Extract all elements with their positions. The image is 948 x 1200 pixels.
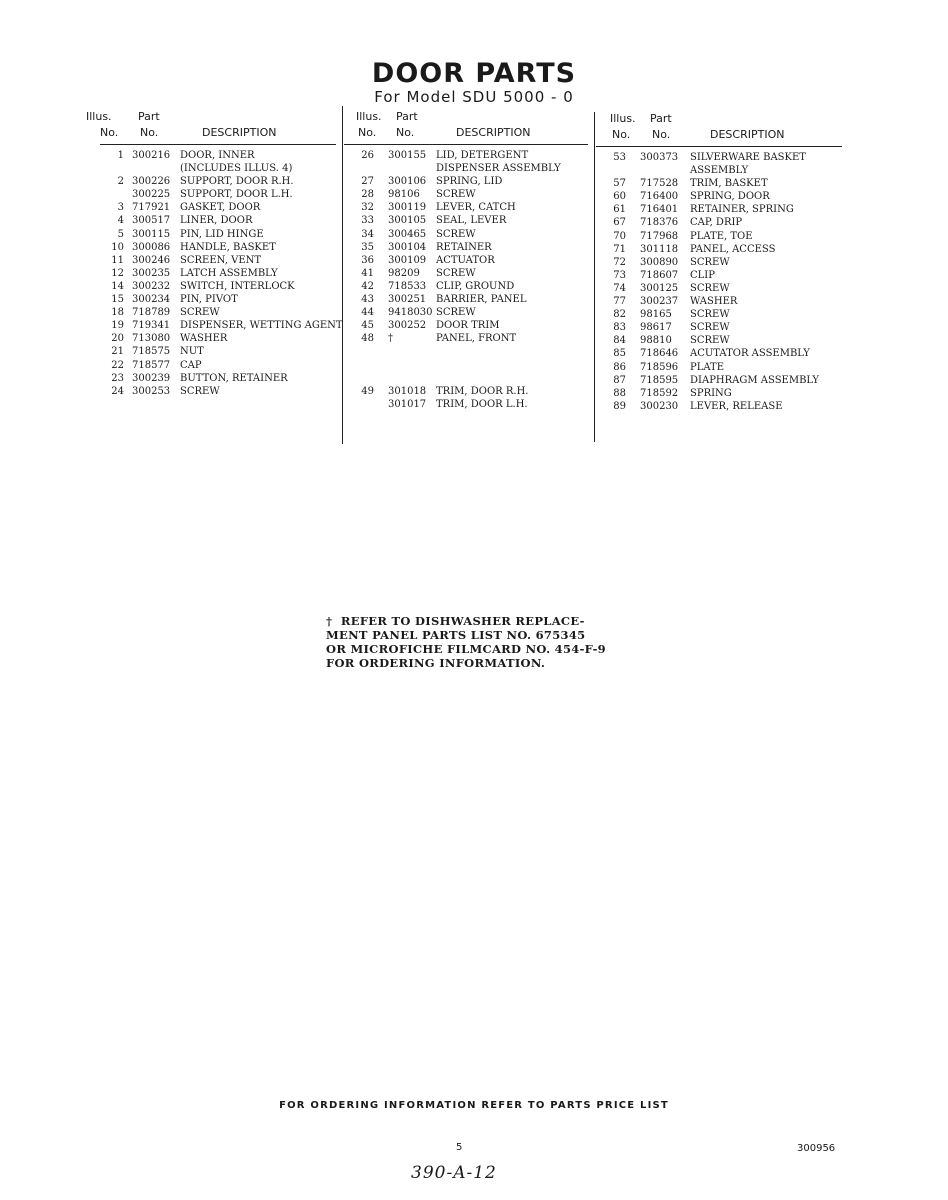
parts-row: [100, 319, 343, 332]
parts-rows: [596, 151, 842, 413]
header-rule: [344, 144, 588, 145]
part-number: 300235: [132, 267, 171, 279]
part-number: 98106: [388, 189, 420, 201]
part-description: LEVER, CATCH: [436, 202, 516, 214]
part-number: 300106: [388, 176, 427, 188]
illus-number: 48: [361, 333, 374, 345]
part-description: DISPENSER, WETTING AGENT: [180, 320, 343, 332]
header-illus: Illus.: [86, 110, 112, 123]
part-number: 718646: [640, 348, 679, 360]
part-description: TRIM, DOOR R.H.: [436, 385, 529, 397]
illus-number: 21: [111, 346, 124, 358]
part-description: (INCLUDES ILLUS. 4): [180, 163, 293, 175]
illus-number: 44: [361, 307, 374, 319]
part-description: SEAL, LEVER: [436, 215, 507, 227]
parts-row: [596, 347, 842, 360]
illus-number: 88: [613, 387, 626, 399]
part-description: BARRIER, PANEL: [436, 294, 527, 306]
illus-number: 41: [361, 267, 374, 279]
parts-row: [100, 188, 336, 201]
part-description: SCREW: [690, 256, 730, 268]
part-description: PLATE: [690, 361, 725, 373]
part-description: DISPENSER ASSEMBLY: [436, 163, 561, 175]
parts-row: [100, 385, 336, 398]
part-number: 98617: [640, 322, 672, 334]
part-description: HANDLE, BASKET: [180, 241, 276, 253]
illus-number: 26: [361, 150, 374, 161]
parts-row: [100, 149, 336, 162]
part-number: 300232: [132, 280, 171, 292]
illus-number: 61: [613, 204, 626, 216]
parts-row: [344, 201, 588, 214]
part-description: GASKET, DOOR: [180, 202, 261, 214]
parts-row: [100, 345, 336, 358]
part-number: 717968: [640, 230, 679, 242]
part-description: SCREW: [690, 335, 730, 347]
part-description: DOOR, INNER: [180, 150, 255, 161]
parts-row: [100, 254, 336, 267]
parts-row: [344, 149, 588, 162]
part-description: PIN, LID HINGE: [180, 228, 264, 240]
illus-number: 12: [111, 267, 124, 279]
parts-row: [596, 230, 842, 243]
part-number: 300125: [640, 282, 679, 294]
part-number: 300251: [388, 294, 427, 306]
document-number: 300956: [797, 1143, 836, 1154]
parts-row: [344, 319, 588, 332]
part-number: 300225: [132, 189, 171, 201]
part-description: LEVER, RELEASE: [690, 400, 783, 412]
part-description: SPRING, DOOR: [690, 191, 770, 203]
part-description: LID, DETERGENT: [436, 150, 529, 161]
parts-row: [100, 175, 336, 188]
parts-row: [596, 269, 842, 282]
parts-row: [596, 190, 842, 203]
header-description: DESCRIPTION: [710, 128, 785, 141]
part-description: SPRING: [690, 387, 732, 399]
illus-number: 43: [361, 294, 374, 306]
part-number: 718575: [132, 346, 171, 358]
part-description: CLIP: [690, 269, 715, 281]
part-description: SCREW: [436, 189, 476, 201]
illus-number: 28: [361, 189, 374, 201]
part-number: 718533: [388, 280, 427, 292]
parts-row: [596, 256, 842, 269]
illus-number: 4: [117, 215, 124, 227]
parts-rows: [344, 149, 588, 411]
part-number: 300109: [388, 254, 427, 266]
part-description: SCREW: [690, 322, 730, 334]
parts-row: [596, 164, 842, 177]
illus-number: 53: [613, 152, 626, 163]
illus-number: 1: [117, 150, 124, 161]
illus-number: 67: [613, 217, 626, 229]
part-number: 98810: [640, 335, 672, 347]
parts-row: [596, 282, 842, 295]
part-description: SUPPORT, DOOR R.H.: [180, 176, 294, 188]
part-description: SWITCH, INTERLOCK: [180, 280, 295, 292]
parts-row: [344, 241, 588, 254]
illus-number: 85: [613, 348, 626, 360]
page-subtitle: For Model SDU 5000 - 0: [374, 88, 574, 106]
part-number: 300230: [640, 400, 679, 412]
illus-number: 22: [111, 359, 124, 371]
illus-number: 27: [361, 176, 374, 188]
illus-number: 77: [613, 296, 626, 308]
parts-column-3: [596, 112, 842, 413]
part-description: RETAINER, SPRING: [690, 204, 794, 216]
column-divider: [594, 112, 595, 442]
part-number: 301018: [388, 385, 427, 397]
parts-row: [344, 175, 588, 188]
header-part: Part: [650, 112, 672, 125]
illus-number: 32: [361, 202, 374, 214]
part-number: 718376: [640, 217, 679, 229]
illus-number: 3: [117, 202, 124, 214]
part-description: ACUTATOR ASSEMBLY: [690, 348, 810, 360]
parts-rows: [100, 149, 343, 398]
part-number: 300119: [388, 202, 427, 214]
part-number: 716400: [640, 191, 679, 203]
parts-row: [344, 385, 588, 398]
part-description: BUTTON, RETAINER: [180, 372, 288, 384]
part-description: CAP: [180, 359, 202, 371]
part-number: 718595: [640, 374, 679, 386]
parts-row: [596, 334, 842, 347]
parts-row: [344, 293, 588, 306]
column-divider: [342, 106, 343, 444]
part-description: DIAPHRAGM ASSEMBLY: [690, 374, 820, 386]
illus-number: 83: [613, 322, 626, 334]
part-description: WASHER: [180, 333, 228, 345]
parts-row: [344, 398, 588, 411]
part-description: SCREW: [690, 282, 730, 294]
header-illus-no: No.: [100, 126, 119, 139]
part-description: CAP, DRIP: [690, 217, 743, 229]
illus-number: 35: [361, 241, 374, 253]
illus-number: 11: [111, 254, 124, 266]
part-description: SCREW: [436, 267, 476, 279]
part-description: SCREEN, VENT: [180, 254, 262, 266]
part-number: 713080: [132, 333, 171, 345]
illus-number: 87: [613, 374, 626, 386]
parts-row: [100, 201, 336, 214]
part-description: LATCH ASSEMBLY: [180, 267, 278, 279]
part-number: 718607: [640, 269, 679, 281]
parts-row: [596, 400, 842, 413]
part-description: PANEL, FRONT: [436, 333, 517, 345]
part-description: SPRING, LID: [436, 176, 503, 188]
part-number: 716401: [640, 204, 679, 216]
part-number: 300373: [640, 152, 679, 163]
illus-number: 86: [613, 361, 626, 373]
header-illus: Illus.: [356, 110, 382, 123]
part-description: NUT: [180, 346, 204, 358]
part-description: PLATE, TOE: [690, 230, 753, 242]
part-number: 98165: [640, 309, 672, 321]
part-number: 9418030: [388, 307, 433, 319]
parts-row: [596, 295, 842, 308]
parts-row: [344, 280, 588, 293]
parts-row: [596, 216, 842, 229]
page-title: DOOR PARTS: [371, 58, 577, 89]
part-number: 300517: [132, 215, 171, 227]
parts-row: [596, 361, 842, 374]
illus-number: 19: [111, 320, 124, 332]
part-number: 300115: [132, 228, 171, 240]
illus-number: 10: [111, 241, 124, 253]
parts-row: [596, 387, 842, 400]
illus-number: 15: [111, 294, 124, 306]
parts-row: [344, 254, 588, 267]
part-number: 718592: [640, 387, 679, 399]
part-description: TRIM, BASKET: [690, 178, 768, 190]
parts-row: [344, 306, 588, 319]
illus-number: 82: [613, 309, 626, 321]
column-header: [344, 110, 588, 144]
parts-row: [100, 332, 336, 345]
illus-number: 42: [361, 280, 374, 292]
parts-row: [344, 267, 588, 280]
part-number: 300239: [132, 372, 171, 384]
parts-column-2: [344, 110, 588, 411]
parts-row: [596, 203, 842, 216]
parts-row: [596, 151, 842, 164]
header-illus-no: No.: [358, 126, 377, 139]
part-number: 300104: [388, 241, 427, 253]
illus-number: 57: [613, 178, 626, 190]
column-header: [596, 112, 842, 146]
parts-row: [100, 228, 336, 241]
illus-number: 33: [361, 215, 374, 227]
part-description: DOOR TRIM: [436, 320, 500, 332]
handwritten-reference: 390-A-12: [411, 1163, 497, 1183]
illus-number: 23: [111, 372, 124, 384]
parts-row: [100, 293, 336, 306]
part-number: 718789: [132, 307, 171, 319]
illus-number: 74: [613, 282, 626, 294]
part-number: 717528: [640, 178, 679, 190]
illus-number: 49: [361, 385, 374, 397]
ordering-footer: FOR ORDERING INFORMATION REFER TO PARTS PRICE LIST: [279, 1100, 669, 1111]
illus-number: 2: [117, 176, 124, 188]
header-rule: [100, 144, 336, 145]
illus-number: 20: [111, 333, 124, 345]
illus-number: 84: [613, 335, 626, 347]
part-number: 300155: [388, 150, 427, 161]
parts-row: [596, 243, 842, 256]
illus-number: 24: [111, 385, 124, 397]
part-number: 98209: [388, 267, 420, 279]
illus-number: 14: [111, 280, 124, 292]
parts-row: [344, 345, 588, 358]
parts-column-1: [86, 110, 343, 398]
replacement-panel-note: † REFER TO DISHWASHER REPLACE- MENT PANEL PARTS LIST NO. 675345 OR MICROFICHE FILMCARD NO. 454-F-9 FOR ORDERING INFORMATION.: [326, 614, 606, 670]
part-description: RETAINER: [436, 241, 492, 253]
part-number: 300086: [132, 241, 171, 253]
part-number: 300226: [132, 176, 171, 188]
parts-row: [596, 374, 842, 387]
parts-row: [344, 332, 588, 345]
part-description: WASHER: [690, 296, 738, 308]
part-number: 300234: [132, 294, 171, 306]
part-number: 300890: [640, 256, 679, 268]
part-number: 300105: [388, 215, 427, 227]
part-number: †: [388, 333, 393, 345]
parts-row: [596, 177, 842, 190]
illus-number: 45: [361, 320, 374, 332]
header-part: Part: [138, 110, 160, 123]
part-number: 718577: [132, 359, 171, 371]
header-part-no: No.: [396, 126, 415, 139]
part-number: 301017: [388, 398, 427, 410]
illus-number: 18: [111, 307, 124, 319]
part-description: SCREW: [180, 307, 220, 319]
parts-row: [100, 267, 336, 280]
parts-row: [100, 214, 336, 227]
part-description: ASSEMBLY: [690, 165, 749, 177]
part-number: 300216: [132, 150, 171, 161]
parts-row: [100, 241, 336, 254]
parts-row: [100, 162, 336, 175]
part-number: 719341: [132, 320, 171, 332]
part-description: SCREW: [436, 307, 476, 319]
part-description: ACTUATOR: [436, 254, 495, 266]
part-number: 300252: [388, 320, 427, 332]
parts-row: [344, 162, 588, 175]
header-illus: Illus.: [610, 112, 636, 125]
header-description: DESCRIPTION: [202, 126, 277, 139]
illus-number: 89: [613, 400, 626, 412]
part-description: SUPPORT, DOOR L.H.: [180, 189, 293, 201]
header-part: Part: [396, 110, 418, 123]
part-description: SILVERWARE BASKET: [690, 152, 806, 163]
part-number: 300246: [132, 254, 171, 266]
part-number: 301118: [640, 243, 679, 255]
illus-number: 5: [117, 228, 124, 240]
parts-row: [344, 359, 588, 372]
header-rule: [596, 146, 842, 147]
part-description: SCREW: [180, 385, 220, 397]
parts-row: [596, 308, 842, 321]
page-number: 5: [456, 1142, 463, 1153]
header-illus-no: No.: [612, 128, 631, 141]
part-number: 718596: [640, 361, 679, 373]
parts-row: [344, 188, 588, 201]
illus-number: 73: [613, 269, 626, 281]
parts-row: [344, 214, 588, 227]
parts-row: [100, 306, 336, 319]
header-part-no: No.: [140, 126, 159, 139]
column-header: [86, 110, 336, 144]
illus-number: 60: [613, 191, 626, 203]
header-part-no: No.: [652, 128, 671, 141]
illus-number: 70: [613, 230, 626, 242]
part-description: PANEL, ACCESS: [690, 243, 776, 255]
parts-row: [344, 372, 588, 385]
parts-row: [344, 228, 588, 241]
parts-row: [100, 359, 336, 372]
part-description: CLIP, GROUND: [436, 280, 515, 292]
part-description: SCREW: [690, 309, 730, 321]
illus-number: 71: [613, 243, 626, 255]
part-number: 300465: [388, 228, 427, 240]
header-description: DESCRIPTION: [456, 126, 531, 139]
parts-row: [100, 280, 336, 293]
illus-number: 36: [361, 254, 374, 266]
part-number: 300237: [640, 296, 679, 308]
part-number: 717921: [132, 202, 171, 214]
part-description: PIN, PIVOT: [180, 294, 238, 306]
part-description: TRIM, DOOR L.H.: [436, 398, 528, 410]
illus-number: 72: [613, 256, 626, 268]
part-description: SCREW: [436, 228, 476, 240]
part-number: 300253: [132, 385, 171, 397]
part-description: LINER, DOOR: [180, 215, 253, 227]
parts-row: [596, 321, 842, 334]
parts-row: [100, 372, 336, 385]
illus-number: 34: [361, 228, 374, 240]
